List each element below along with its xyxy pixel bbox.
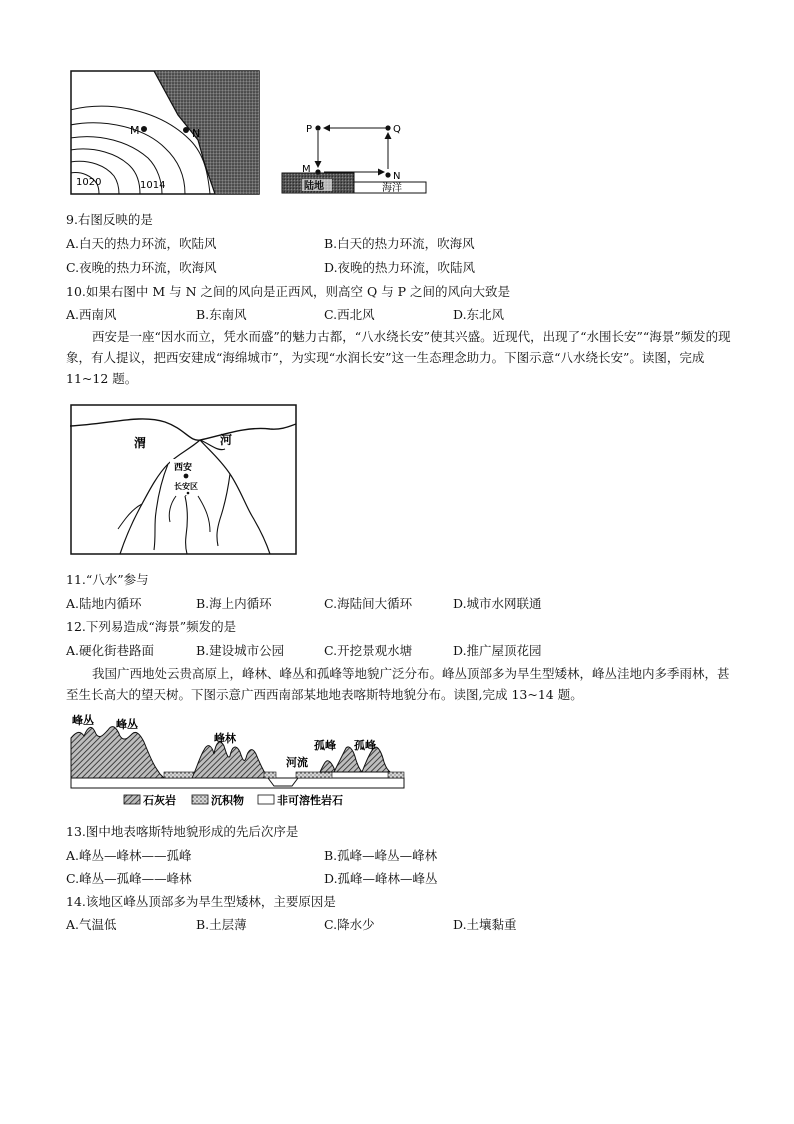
fengcong-label-2: 峰丛: [116, 718, 138, 731]
q14-option-d[interactable]: D.土壤黏重: [453, 917, 517, 932]
q10-option-a[interactable]: A.西南风: [66, 307, 117, 322]
fenglin-peaks: [192, 742, 268, 778]
xian-label: 西安: [174, 463, 193, 473]
fenglin-label: 峰林: [214, 732, 236, 745]
xian-rivers-map: [70, 404, 298, 556]
thermal-circulation-diagram: [280, 115, 430, 197]
q10-stem: 10.如果右图中 M 与 N 之间的风向是正西风，则高空 Q 与 P 之间的风向大致是: [66, 284, 511, 299]
q13-option-a[interactable]: A.峰丛—峰林——孤峰: [66, 848, 192, 863]
river-channel: [268, 778, 298, 786]
passage-xian: 西安是一座“因水而立，凭水而盛”的魅力古都，“八水绕长安”使其兴盛。近现代，出现了“水围长安”“海景”频发的现象，有人提议，把西安建成“海绵城市”，为实现“水润长安”这一生态理念助力。下图示意“八水绕长安”。读图，完成 11~12 题。: [66, 329, 731, 386]
fengcong-label-1: 峰丛: [72, 714, 94, 727]
q13-option-c[interactable]: C.峰丛—孤峰——峰林: [66, 871, 192, 886]
changan-label: 长安区: [174, 482, 198, 491]
legend-insoluble-label: 非可溶性岩石: [277, 794, 343, 807]
q12-stem: 12.下列易造成“海景”频发的是: [66, 619, 237, 634]
gufeng-label-2: 孤峰: [354, 739, 376, 752]
legend-limestone-label: 石灰岩: [143, 794, 176, 807]
q13-stem: 13.图中地表喀斯特地貌形成的先后次序是: [66, 824, 299, 839]
q14-option-c[interactable]: C.降水少: [324, 917, 375, 932]
q12-option-c[interactable]: C.开挖景观水塘: [324, 643, 413, 658]
xian-marker: [184, 474, 189, 479]
q11-option-b[interactable]: B.海上内循环: [196, 596, 272, 611]
point-q-label: Q: [393, 124, 401, 135]
gufeng-label-1: 孤峰: [314, 739, 336, 752]
q11-option-d[interactable]: D.城市水网联通: [453, 596, 542, 611]
sediment-patch: [388, 772, 404, 778]
q9-option-d[interactable]: D.夜晚的热力环流，吹陆风: [324, 260, 476, 275]
sediment-patch: [164, 772, 194, 778]
q14-option-a[interactable]: A.气温低: [66, 917, 117, 932]
q9-option-b[interactable]: B.白天的热力环流，吹海风: [324, 236, 475, 251]
point-m: [315, 169, 320, 174]
q10-option-b[interactable]: B.东南风: [196, 307, 247, 322]
point-n-label: N: [192, 127, 201, 140]
changan-marker: [187, 492, 190, 495]
point-m-label: M: [130, 124, 140, 137]
river-he-label: 河: [220, 433, 233, 447]
q11-stem: 11.“八水”参与: [66, 572, 149, 587]
passage-karst: 我国广西地处云贵高原上，峰林、峰丛和孤峰等地貌广泛分布。峰丛顶部多为旱生型矮林，峰丛洼地内多季雨林，甚至生长高大的望天树。下图示意广西西南部某地地表喀斯特地貌分布。读图,完成 13~14 题。: [66, 666, 730, 702]
legend-sediment-label: 沉积物: [211, 794, 244, 807]
q13-option-b[interactable]: B.孤峰—峰丛—峰林: [324, 848, 438, 863]
q14-stem: 14.该地区峰丛顶部多为旱生型矮林，主要原因是: [66, 894, 336, 909]
point-n-label: N: [393, 171, 401, 182]
q11-option-a[interactable]: A.陆地内循环: [66, 596, 142, 611]
point-q: [385, 125, 390, 130]
karst-landform-profile: [68, 712, 408, 810]
point-n: [183, 127, 189, 133]
q9-option-a[interactable]: A.白天的热力环流，吹陆风: [66, 236, 217, 251]
q13-option-d[interactable]: D.孤峰—峰林—峰丛: [324, 871, 438, 886]
fengcong-massif: [71, 727, 164, 778]
point-m: [141, 126, 147, 132]
sediment-patch: [264, 772, 276, 778]
q12-option-a[interactable]: A.硬化街巷路面: [66, 643, 155, 658]
point-p: [315, 125, 320, 130]
q10-option-c[interactable]: C.西北风: [324, 307, 375, 322]
sea-label: 海洋: [382, 183, 402, 194]
legend-sediment-swatch: [192, 795, 208, 804]
legend-insoluble-swatch: [258, 795, 274, 804]
q10-option-d[interactable]: D.东北风: [453, 307, 505, 322]
land-label: 陆地: [304, 181, 324, 192]
river-label: 河流: [286, 756, 308, 769]
insoluble-rock-layer: [71, 778, 404, 788]
gufeng-small: [320, 761, 336, 772]
q9-option-c[interactable]: C.夜晚的热力环流，吹海风: [66, 260, 217, 275]
q12-option-d[interactable]: D.推广屋顶花园: [453, 643, 542, 658]
q9-stem: 9.右图反映的是: [66, 212, 153, 227]
point-p-label: P: [306, 124, 313, 135]
q14-option-b[interactable]: B.土层薄: [196, 917, 247, 932]
point-n: [385, 172, 390, 177]
q11-option-c[interactable]: C.海陆间大循环: [324, 596, 413, 611]
isobar-map: [70, 70, 260, 195]
sediment-patch: [296, 772, 332, 778]
river-wei-label: 渭: [134, 436, 147, 450]
q12-option-b[interactable]: B.建设城市公园: [196, 643, 285, 658]
isobar-1020-label: 1020: [76, 177, 102, 188]
legend-limestone-swatch: [124, 795, 140, 804]
isobar-1014-label: 1014: [140, 180, 166, 191]
point-m-label: M: [302, 164, 311, 175]
